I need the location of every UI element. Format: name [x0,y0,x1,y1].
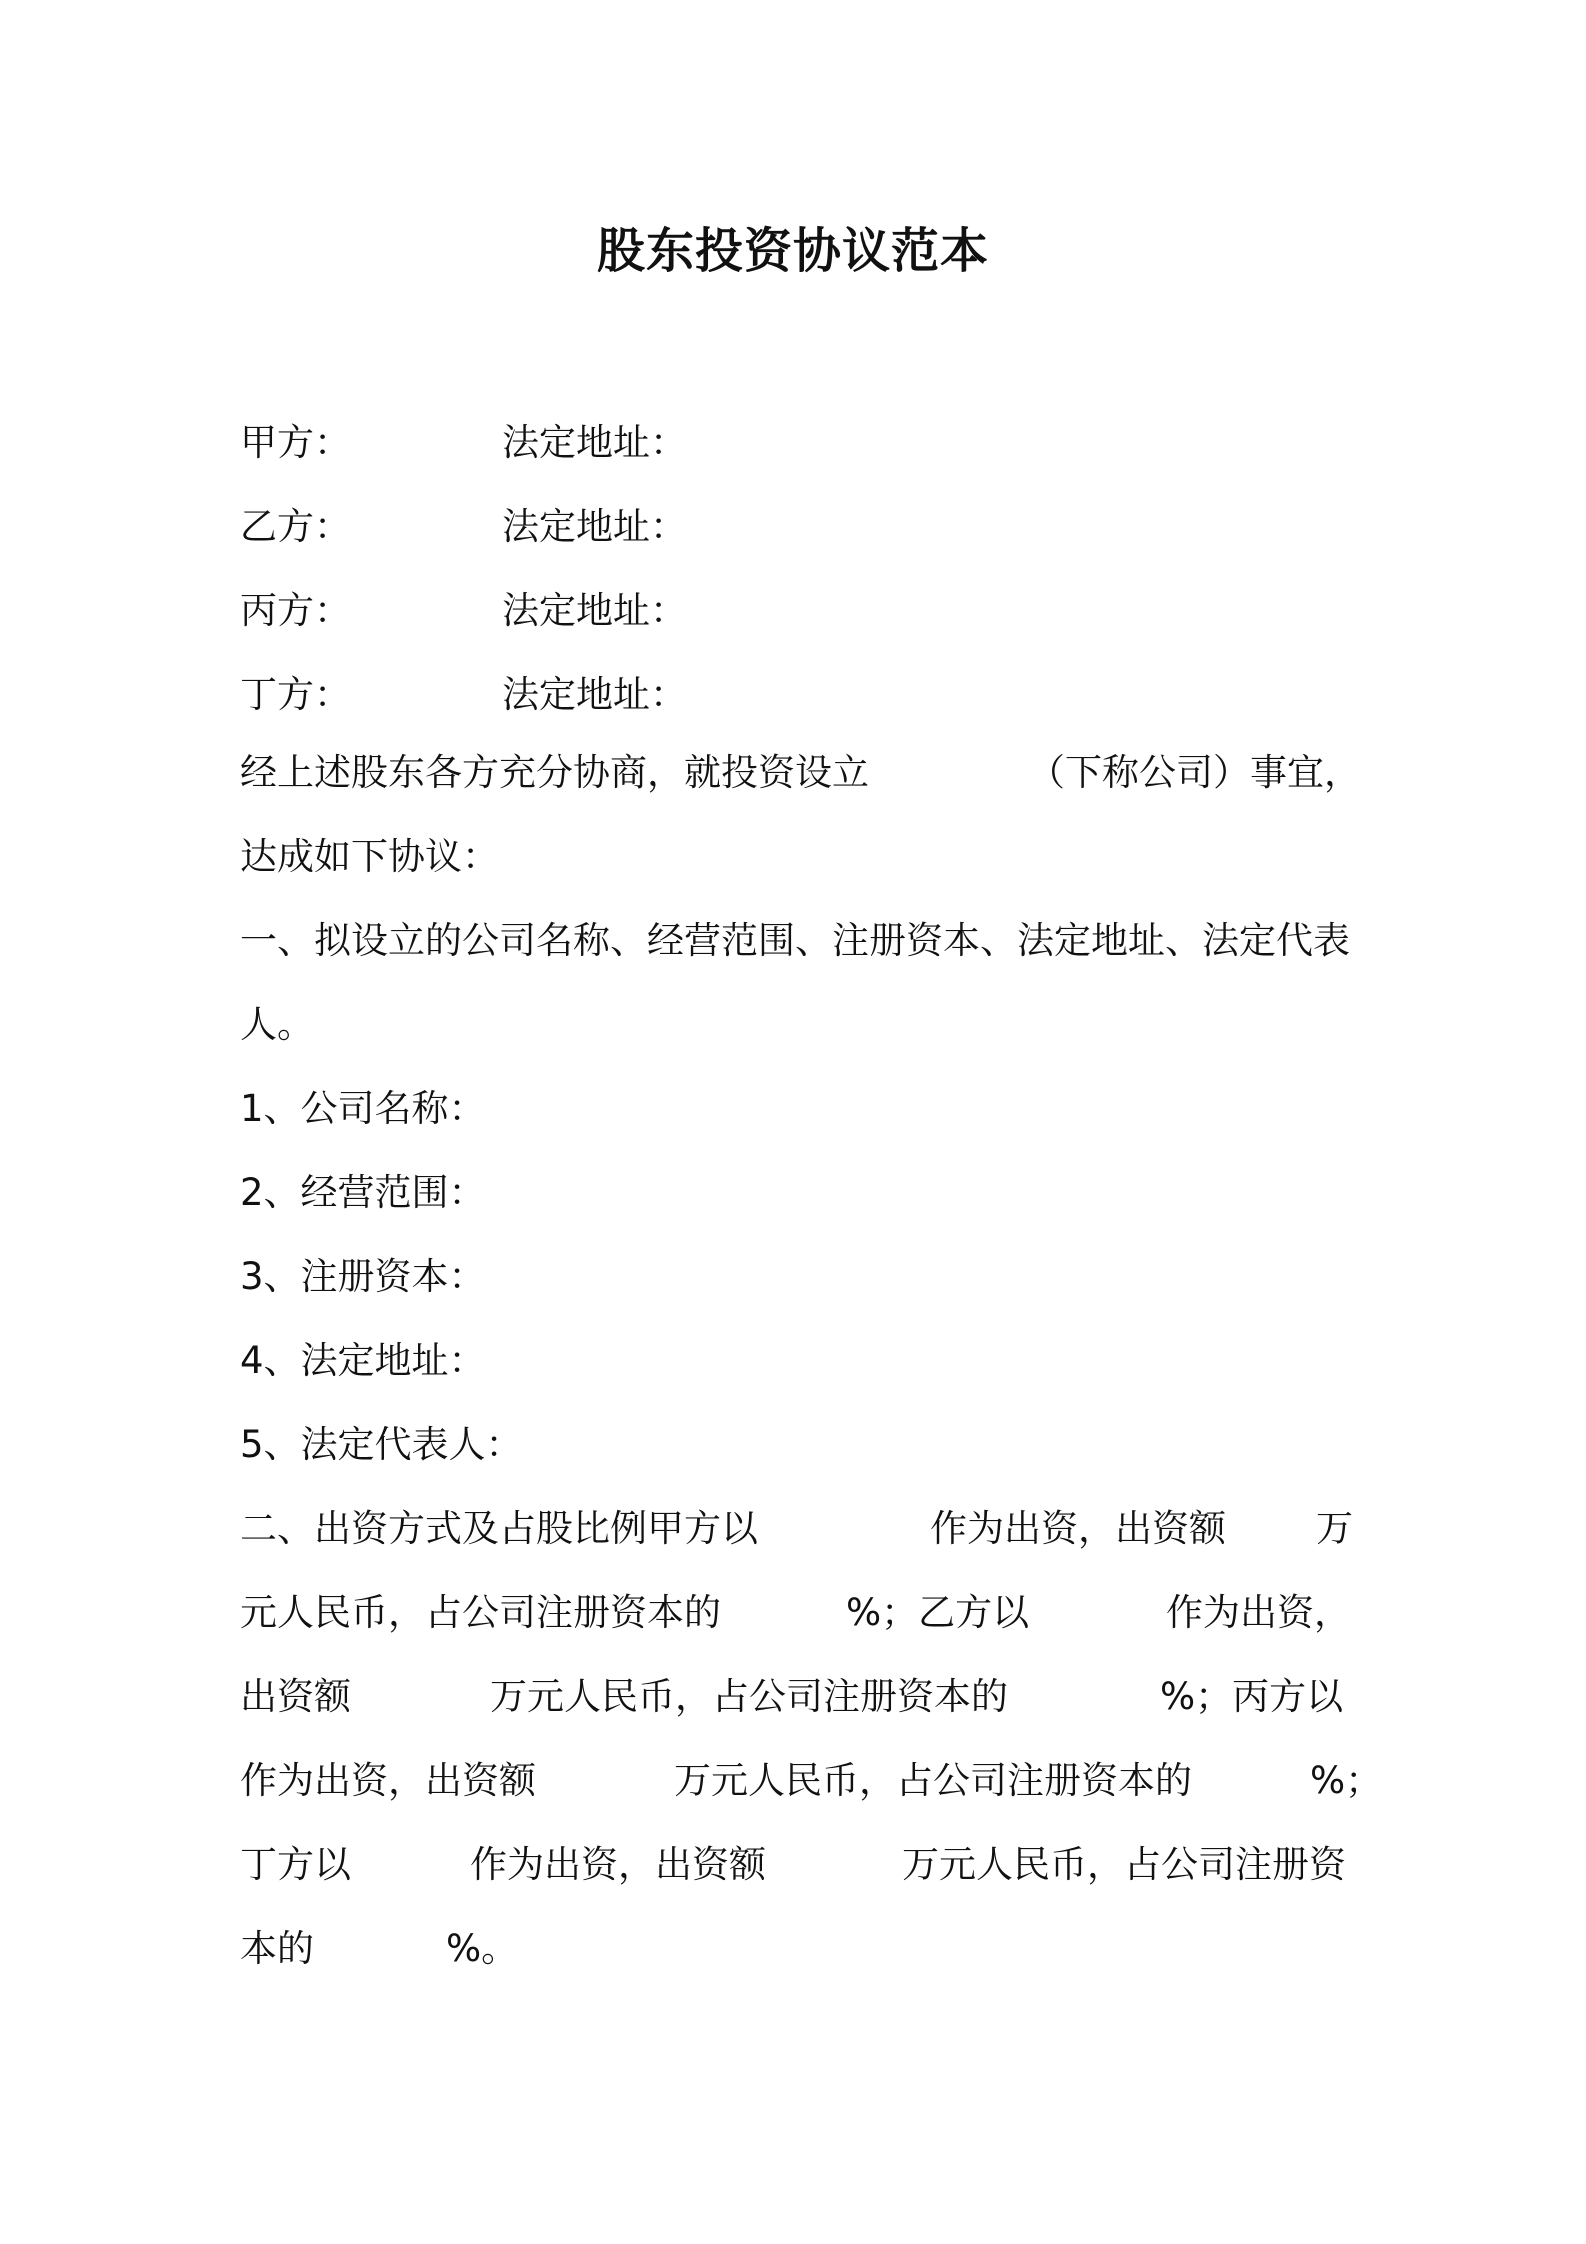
section1-item-company-name: 1、公司名称： [240,1087,486,1130]
intro-line1-a: 经上述股东各方充分协商，就投资设立 [240,751,869,794]
party-a-label: 甲方： [240,421,351,464]
section1-item-legal-address: 4、法定地址： [240,1339,486,1382]
document-title: 股东投资协议范本 [596,223,989,279]
section2-l2-c: 作为出资， [1166,1591,1351,1634]
section2-l3-a: 出资额 [240,1675,351,1718]
section2-l4-a: 作为出资，出资额 [240,1759,536,1802]
section2-l5-a: 丁方以 [240,1843,351,1886]
party-a-address-label: 法定地址： [502,421,687,464]
intro-line1-b: （下称公司）事宜， [1028,751,1361,794]
section2-l4-b: 万元人民币，占公司注册资本的 [674,1759,1192,1802]
section2-l6-a: 本的 [240,1927,314,1970]
section2-l2-b: %；乙方以 [846,1591,1030,1634]
section2-l1-c: 万 [1316,1507,1353,1550]
section2-l5-c: 万元人民币，占公司注册资 [902,1843,1346,1886]
party-d-address-label: 法定地址： [502,673,687,716]
party-b-address-label: 法定地址： [502,505,687,548]
intro-line2: 达成如下协议： [240,835,499,878]
section2-l3-c: %；丙方以 [1160,1675,1344,1718]
section2-l1-a: 二、出资方式及占股比例甲方以 [240,1507,758,1550]
party-b-label: 乙方： [240,505,351,548]
section2-l4-c: %； [1310,1759,1383,1802]
section2-l1-b: 作为出资，出资额 [930,1507,1226,1550]
section1-item-registered-capital: 3、注册资本： [240,1255,486,1298]
section2-l5-b: 作为出资，出资额 [470,1843,766,1886]
section2-l3-b: 万元人民币，占公司注册资本的 [490,1675,1008,1718]
section1-heading-line1: 一、拟设立的公司名称、经营范围、注册资本、法定地址、法定代表 [240,919,1350,962]
party-d-label: 丁方： [240,673,351,716]
section2-l6-b: %。 [446,1927,519,1970]
section1-item-business-scope: 2、经营范围： [240,1171,486,1214]
party-c-label: 丙方： [240,589,351,632]
party-c-address-label: 法定地址： [502,589,687,632]
section1-item-legal-representative: 5、法定代表人： [240,1423,523,1466]
section2-l2-a: 元人民币，占公司注册资本的 [240,1591,721,1634]
section1-heading-line2: 人。 [240,1003,314,1046]
